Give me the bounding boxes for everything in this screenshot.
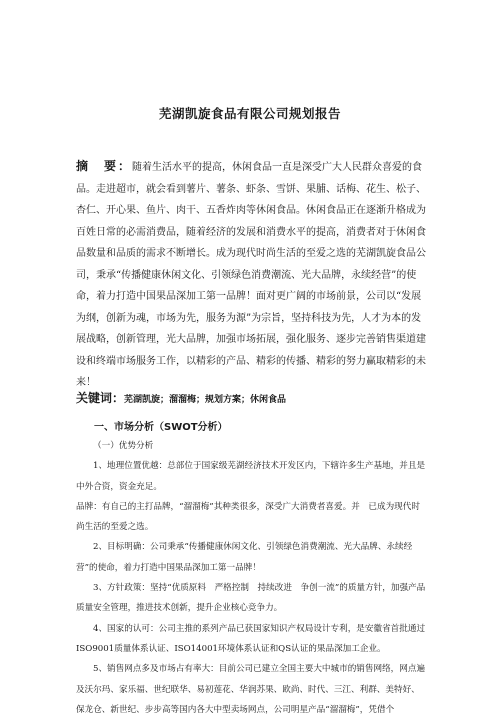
paragraph: 品牌：有自己的主打品牌，“溜溜梅”其种类很多，深受广大消费者喜爱。并 已成为现代时尚生活的至爱之选。 bbox=[76, 501, 420, 533]
paragraph: 4、国家的认可：公司主推的系列产品已获国家知识产权局设计专利，是安徽省首批通过ISO9001质量体系认证、ISO14001环境体系认证和QS认证的果品深加工企业。 bbox=[76, 623, 426, 654]
paragraph: 5、销售网点多及市场占有率大：目前公司已建立全国主要大中城市的销售网络，网点遍及沃尔玛、家乐福、世纪联华、易初莲花、华润苏果、欧尚、时代、三江、利群、美特好、保龙仓、新世纪、步步高等国内各大中型卖场网点，公司明星产品“溜溜梅”，凭借个 bbox=[76, 664, 426, 715]
body-text bbox=[76, 436, 426, 720]
section-heading: 一、市场分析（SWOT分析） bbox=[94, 422, 228, 433]
document-title: 芜湖凯旋食品有限公司规划报告 bbox=[158, 106, 341, 121]
abstract-text: 随着生活水平的提高，休闲食品一直是深受广大人民群众喜爱的食品。走进超市，就会看到薯片、薯条、虾条、雪饼、果脯、话梅、花生、松子、杏仁、开心果、鱼片、肉干、五香炸肉等休闲食品。休闲食品正在逐渐升格成为百姓日常的必需消费品，随着经济的发展和消费水平的提高，消费者对于休闲食品数量和品质的需求不断增长。成为现代时尚生活的至爱之选的芜湖凯旋食品公司，秉承“传播健康休闲文化、引领绿色消费潮流、光大品牌，永续经营”的使命，着力打造中国果品深加工第一品牌！面对更广阔的市场前景，公司以“发展为纲，创新为魂，市场为先，服务为源”为宗旨，坚持科技为先，人才为本的发展战略，创新管理，光大品牌，加强市场拓展，强化服务、逐步完善销售渠道建设和终端市场服务工作，以精彩的产品、精彩的传播、精彩的努力赢取精彩的未来！ bbox=[76, 162, 426, 388]
paragraph: 1、地理位置优越：总部位于国家级芜湖经济技术开发区内，下辖许多生产基地，并且是中外合资，资金充足。 bbox=[76, 461, 426, 492]
keywords-value: 芜湖凯旋；溜溜梅；规划方案；休闲食品 bbox=[124, 395, 287, 405]
paragraph: 3、方针政策：坚持“优质原料 严格控制 持续改进 争创一流”的质量方针，加强产品质量安全管理，推进技术创新，提升企业核心竞争力。 bbox=[76, 583, 426, 614]
abstract-label: 摘 要： bbox=[76, 159, 133, 173]
keywords-label: 关键词： bbox=[76, 391, 125, 405]
paragraph: 2、目标明确：公司秉承“传播健康休闲文化、引领绿色消费潮流、光大品牌、永续经营”的使命，着力打造中国果品深加工第一品牌！ bbox=[76, 542, 413, 573]
subsection-heading: （一）优势分析 bbox=[93, 441, 154, 451]
abstract bbox=[76, 156, 426, 394]
keywords bbox=[76, 389, 426, 406]
